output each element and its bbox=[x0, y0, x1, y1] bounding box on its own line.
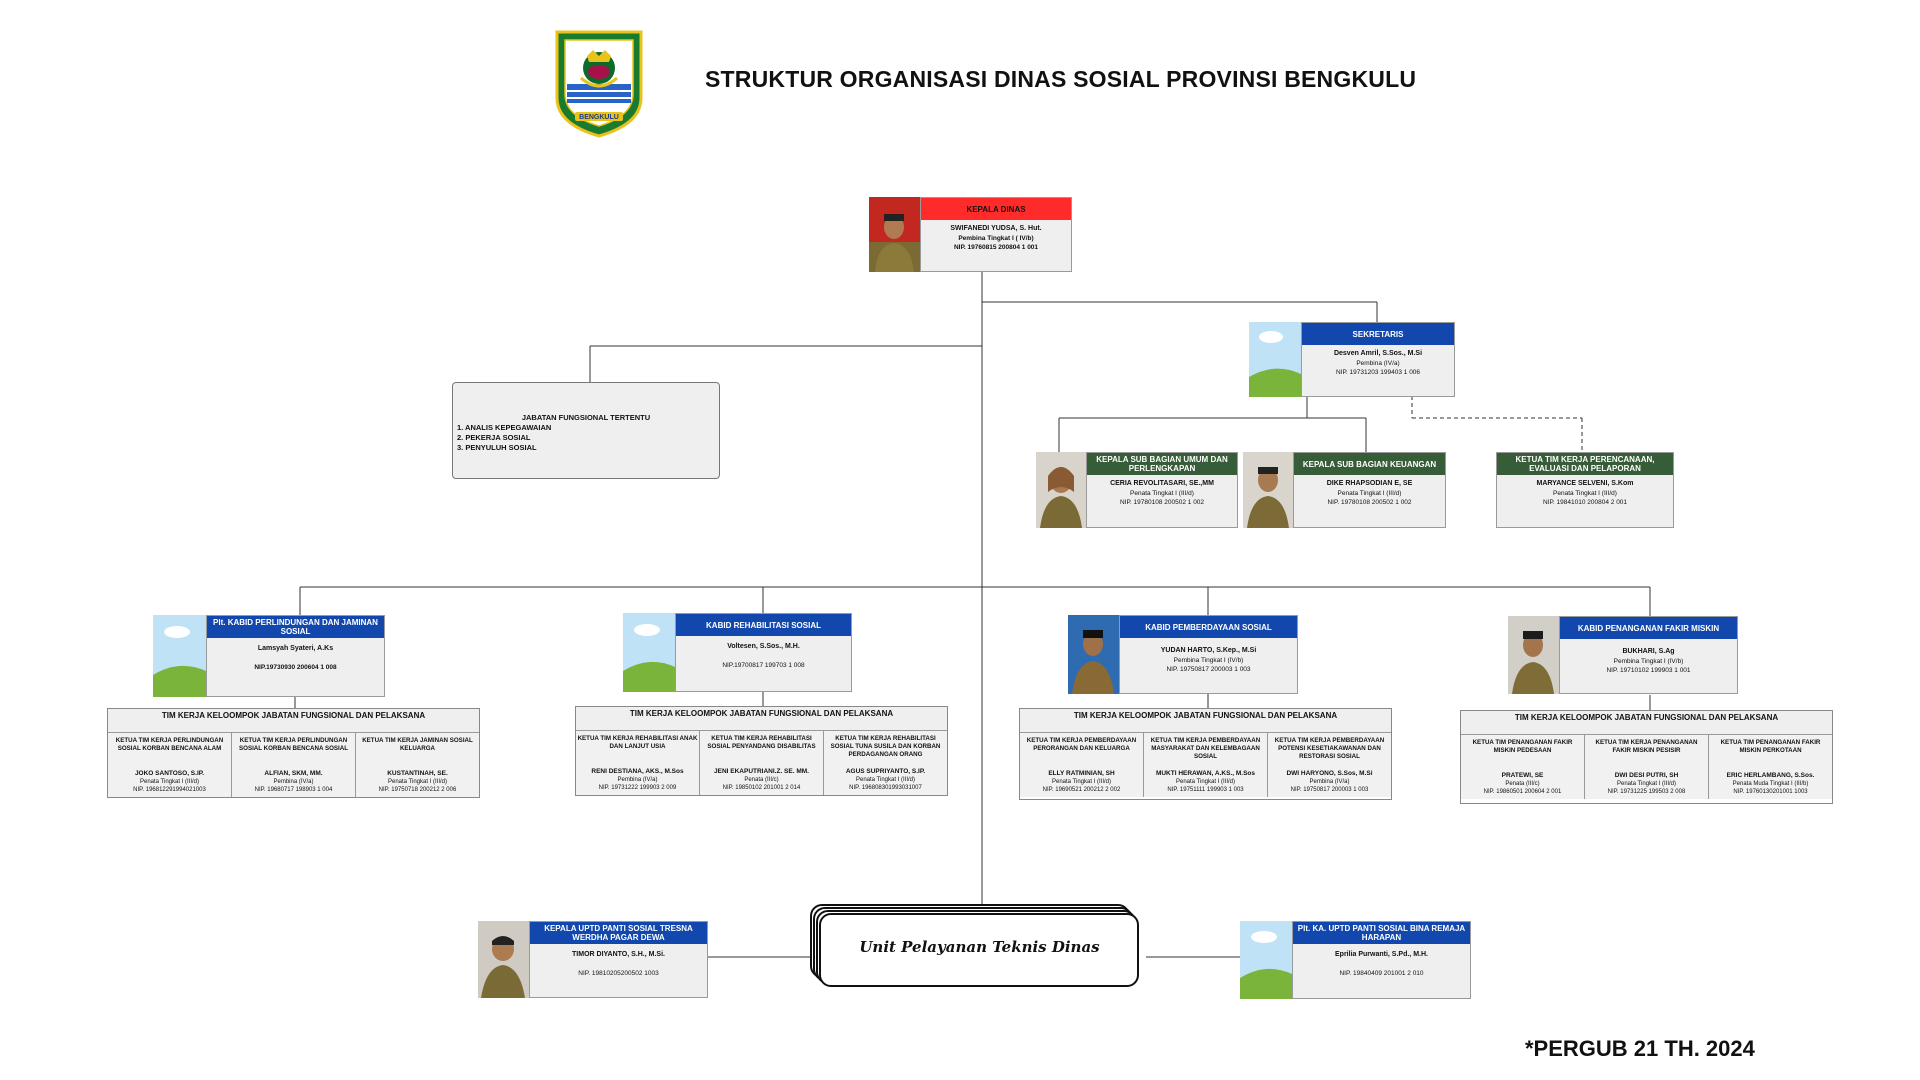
kepala-nip: NIP. 19760815 200804 1 001 bbox=[953, 244, 1039, 251]
upt-werdha-photo bbox=[478, 921, 529, 998]
footnote-pergub: *PERGUB 21 TH. 2024 bbox=[1525, 1036, 1755, 1061]
sekretaris-header: SEKRETARIS bbox=[1302, 323, 1454, 345]
upt-remaja-card bbox=[1240, 921, 1471, 999]
kabid-perlindungan-card bbox=[153, 615, 385, 697]
team-member: KETUA TIM PENANGANAN FAKIR MISKIN PEDESAAN PRATEWI, SE Penata (III/c) NIP. 19860501 200604 2 001 bbox=[1461, 735, 1585, 799]
team-perlindungan bbox=[107, 708, 480, 798]
kabid-fakir-miskin-rank: Pembina Tingkat I (IV/b) bbox=[1613, 657, 1684, 665]
upt-werdha-rank bbox=[530, 960, 707, 969]
kabid-pemberdayaan-name: YUDAN HARTO, S.Kep., M.Si bbox=[1160, 647, 1257, 654]
sekretaris-name: Desven Amril, S.Sos., M.Si bbox=[1333, 350, 1423, 357]
upt-werdha-name: TIMOR DIYANTO, S.H., M.Si. bbox=[572, 951, 665, 958]
upt-werdha-header: KEPALA UPTD PANTI SOSIAL TRESNA WERDHA PAGAR DEWA bbox=[530, 922, 707, 944]
kasubag-keuangan-header: KEPALA SUB BAGIAN KEUANGAN bbox=[1294, 453, 1445, 475]
team-member: KETUA TIM KERJA REHABILITASI SOSIAL TUNA SUSILA DAN KORBAN PERDAGANGAN ORANG AGUS SUPRIYANTO, S.IP. Penata Tingkat I (III/d) NIP. 196808301993031007 bbox=[824, 731, 947, 795]
team-member: KETUA TIM PENANGANAN FAKIR MISKIN PERKOTAAN ERIC HERLAMBANG, S.Sos. Penata Muda Tingkat I (III/b) NIP. 19760130201001 1003 bbox=[1709, 735, 1832, 799]
sekretaris-rank: Pembina (IV/a) bbox=[1356, 359, 1400, 367]
upt-remaja-nip: NIP. 19840409 201001 2 010 bbox=[1339, 969, 1424, 977]
kabid-perlindungan-header: Plt. KABID PERLINDUNGAN DAN JAMINAN SOSIAL bbox=[207, 616, 384, 638]
kabid-perlindungan-photo-placeholder bbox=[153, 615, 206, 697]
sekretaris-photo-placeholder bbox=[1249, 322, 1301, 397]
ketua-perencanaan-name: MARYANCE SELVENI, S.Kom bbox=[1536, 480, 1634, 487]
kabid-pemberdayaan-rank: Pembina Tingkat I (IV/b) bbox=[1173, 656, 1244, 664]
kepala-dinas-card bbox=[869, 197, 1072, 272]
kasubag-keuangan-nip: NIP. 19780108 200502 1 002 bbox=[1327, 499, 1412, 506]
upt-label: Unit Pelayanan Teknis Dinas bbox=[859, 938, 1100, 956]
ketua-perencanaan-header: KETUA TIM KERJA PERENCANAAN, EVALUASI DAN PELAPORAN bbox=[1497, 453, 1673, 475]
team-fakir-miskin-title: TIM KERJA KELOOMPOK JABATAN FUNGSIONAL DAN PELAKSANA bbox=[1461, 711, 1832, 735]
svg-text:BENGKULU: BENGKULU bbox=[579, 114, 619, 121]
kabid-fakir-miskin-nip: NIP. 19710102 199903 1 001 bbox=[1606, 667, 1691, 674]
kabid-perlindungan-rank bbox=[207, 654, 384, 663]
team-member: KETUA TIM KERJA PEMBERDAYAAN PERORANGAN DAN KELUARGA ELLY RATMINIAN, SH Penata Tingkat I (III/d) NIP. 19690521 200212 2 002 bbox=[1020, 733, 1144, 797]
kabid-rehabilitasi-photo-placeholder bbox=[623, 613, 675, 692]
upt-center-box bbox=[810, 904, 1140, 988]
upt-remaja-photo-placeholder bbox=[1240, 921, 1292, 999]
upt-remaja-header: Plt. KA. UPTD PANTI SOSIAL BINA REMAJA HARAPAN bbox=[1293, 922, 1470, 944]
kabid-fakir-miskin-header: KABID PENANGANAN FAKIR MISKIN bbox=[1560, 617, 1737, 639]
kasubag-umum-nip: NIP. 19780108 200502 1 002 bbox=[1119, 499, 1205, 506]
sekretaris-nip: NIP. 19731203 199403 1 006 bbox=[1335, 369, 1421, 376]
kabid-fakir-miskin-photo bbox=[1508, 616, 1559, 694]
page-title: STRUKTUR ORGANISASI DINAS SOSIAL PROVINSI BENGKULU bbox=[705, 66, 1417, 92]
sekretaris-card bbox=[1249, 322, 1455, 397]
kepala-name: SWIFANEDI YUDSA, S. Hut. bbox=[950, 225, 1042, 232]
team-member: KETUA TIM KERJA PERLINDUNGAN SOSIAL KORBAN BENCANA SOSIAL ALFIAN, SKM, MM. Pembina (IV/a) NIP. 19680717 198903 1 004 bbox=[232, 733, 356, 797]
team-member: KETUA TIM KERJA PEMBERDAYAAN MASYARAKAT DAN KELEMBAGAAN SOSIAL MUKTI HERAWAN, A.KS., M.Sos Penata Tingkat I (III/d) NIP. 19751111 199903 1 003 bbox=[1144, 733, 1268, 797]
bengkulu-logo bbox=[553, 28, 645, 143]
upt-remaja-rank bbox=[1293, 960, 1470, 969]
kasubag-umum-header: KEPALA SUB BAGIAN UMUM DAN PERLENGKAPAN bbox=[1087, 453, 1237, 475]
upt-werdha-card bbox=[478, 921, 708, 998]
kasubag-umum-card bbox=[1036, 452, 1238, 528]
kabid-rehabilitasi-nip: NIP.19700817 199703 1 008 bbox=[722, 661, 805, 669]
kasubag-umum-rank: Penata Tingkat I (III/d) bbox=[1130, 489, 1194, 497]
kabid-rehabilitasi-header: KABID REHABILITASI SOSIAL bbox=[676, 614, 851, 636]
team-rehabilitasi-title: TIM KERJA KELOOMPOK JABATAN FUNGSIONAL DAN PELAKSANA bbox=[576, 707, 947, 731]
jabatan-fungsional-title: JABATAN FUNGSIONAL TERTENTU bbox=[521, 413, 651, 422]
ketua-perencanaan-rank: Penata Tingkat I (III/d) bbox=[1553, 489, 1617, 497]
kabid-fakir-miskin-card bbox=[1508, 616, 1738, 694]
upt-remaja-name: Eprilia Purwanti, S.Pd., M.H. bbox=[1335, 951, 1428, 958]
kepala-header: KEPALA DINAS bbox=[921, 198, 1071, 220]
kasubag-keuangan-photo bbox=[1243, 452, 1293, 528]
team-pemberdayaan-title: TIM KERJA KELOOMPOK JABATAN FUNGSIONAL DAN PELAKSANA bbox=[1020, 709, 1391, 733]
kasubag-umum-photo bbox=[1036, 452, 1086, 528]
kepala-photo bbox=[869, 197, 920, 272]
upt-werdha-nip: NIP. 19810205200502 1003 bbox=[578, 969, 659, 977]
ketua-perencanaan-nip: NIP. 19841010 200804 2 001 bbox=[1542, 499, 1628, 506]
kabid-pemberdayaan-header: KABID PEMBERDAYAAN SOSIAL bbox=[1120, 616, 1297, 638]
kabid-pemberdayaan-nip: NIP. 19750817 200003 1 003 bbox=[1166, 666, 1251, 673]
jabatan-item: 3. PENYULUH SOSIAL bbox=[457, 443, 537, 452]
team-member: KETUA TIM KERJA REHABILITASI ANAK DAN LANJUT USIA RENI DESTIANA, AKS., M.Sos Pembina (IV/a) NIP. 19731222 199903 2 009 bbox=[576, 731, 700, 795]
kabid-perlindungan-name: Lamsyah Syateri, A.Ks bbox=[257, 645, 334, 652]
team-member: KETUA TIM KERJA REHABILITASI SOSIAL PENYANDANG DISABILITAS JENI EKAPUTRIANI.Z. SE. MM. Penata (III/c) NIP. 19850102 201001 2 014 bbox=[700, 731, 824, 795]
kasubag-keuangan-rank: Penata Tingkat I (III/d) bbox=[1337, 489, 1402, 497]
team-member: KETUA TIM KERJA PENANGANAN FAKIR MISKIN PESISIR DWI DESI PUTRI, SH Penata Tingkat I (III/d) NIP. 19731225 199503 2 008 bbox=[1585, 735, 1709, 799]
team-member: KETUA TIM KERJA PERLINDUNGAN SOSIAL KORBAN BENCANA ALAM JOKO SANTOSO, S.IP. Penata Tingkat I (III/d) NIP. 196812291994021003 bbox=[108, 733, 232, 797]
ketua-perencanaan-card bbox=[1496, 452, 1674, 528]
team-member: KETUA TIM KERJA JAMINAN SOSIAL KELUARGA KUSTANTINAH, SE. Penata Tingkat I (III/d) NIP. 19750718 200212 2 006 bbox=[356, 733, 479, 797]
kepala-rank: Pembina Tingkat I ( IV/b) bbox=[958, 234, 1034, 242]
kabid-fakir-miskin-name: BUKHARI, S.Ag bbox=[1622, 648, 1675, 655]
kabid-rehabilitasi-name: Voltesen, S.Sos., M.H. bbox=[727, 643, 800, 650]
jabatan-fungsional-box bbox=[452, 382, 720, 479]
kabid-rehabilitasi-rank bbox=[676, 652, 851, 661]
jabatan-item: 2. PEKERJA SOSIAL bbox=[457, 433, 531, 442]
team-pemberdayaan bbox=[1019, 708, 1392, 800]
kabid-perlindungan-nip: NIP.19730930 200604 1 008 bbox=[254, 663, 337, 671]
jabatan-item: 1. ANALIS KEPEGAWAIAN bbox=[457, 423, 552, 432]
team-perlindungan-title: TIM KERJA KELOOMPOK JABATAN FUNGSIONAL DAN PELAKSANA bbox=[108, 709, 479, 733]
kabid-rehabilitasi-card bbox=[623, 613, 852, 692]
team-fakir-miskin bbox=[1460, 710, 1833, 804]
kabid-pemberdayaan-card bbox=[1068, 615, 1298, 694]
kabid-pemberdayaan-photo bbox=[1068, 615, 1119, 694]
kasubag-keuangan-name: DIKE RHAPSODIAN E, SE bbox=[1326, 480, 1413, 487]
team-rehabilitasi bbox=[575, 706, 948, 796]
kasubag-keuangan-card bbox=[1243, 452, 1446, 528]
kasubag-umum-name: CERIA REVOLITASARI, SE.,MM bbox=[1110, 480, 1214, 487]
team-member: KETUA TIM KERJA PEMBERDAYAAN POTENSI KESETIAKAWANAN DAN RESTORASI SOSIAL DWI HARYONO, S.Sos, M.Si Pembina (IV/a) NIP. 19750817 200003 1 003 bbox=[1268, 733, 1391, 797]
